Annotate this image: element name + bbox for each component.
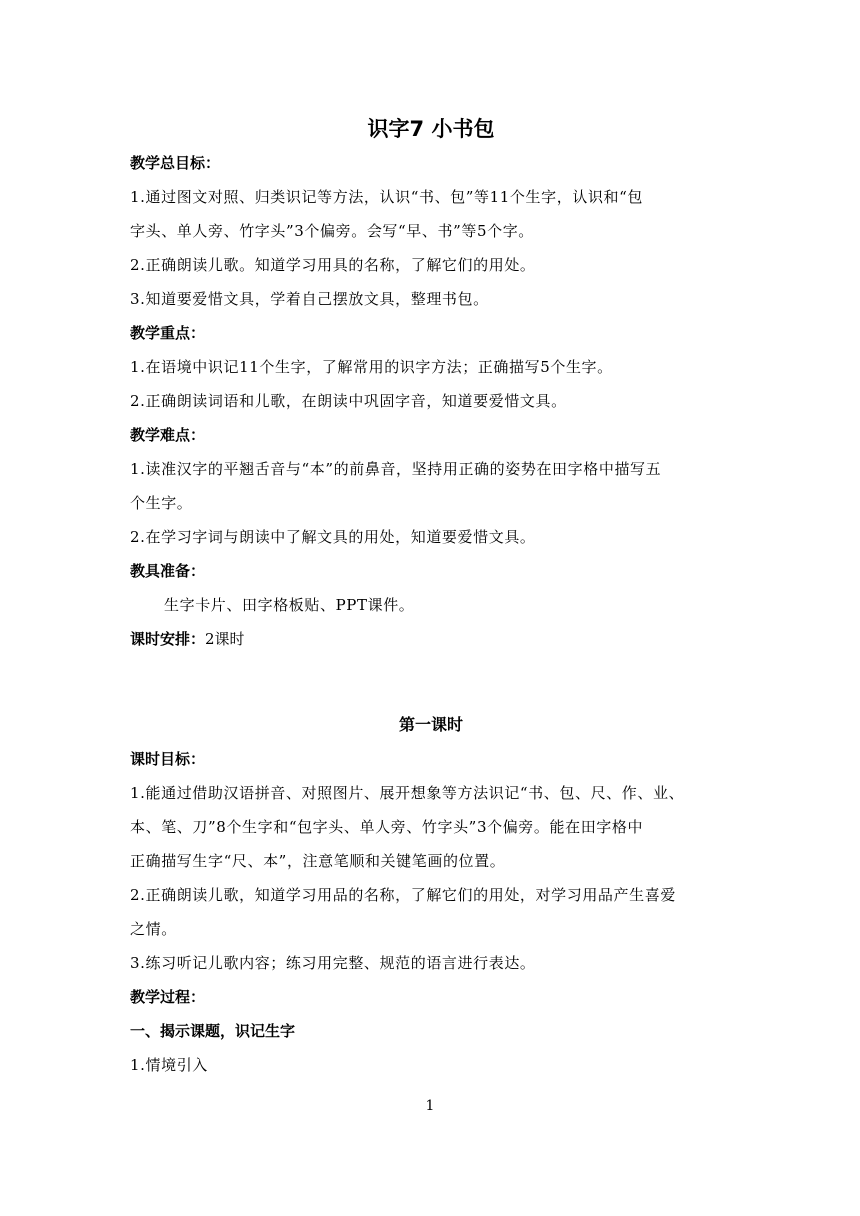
document-content (130, 112, 732, 1082)
goal-line: 1.通过图文对照、归类识记等方法，认识“书、包”等11个生字，认识和“包 (130, 188, 644, 206)
difficult-point-line: 2.在学习字词与朗读中了解文具的用处，知道要爱惜文具。 (130, 528, 536, 546)
lesson-goal-line: 2.正确朗读儿歌，知道学习用品的名称，了解它们的用处，对学习用品产生喜爱 (130, 886, 676, 904)
key-point-line: 2.正确朗读词语和儿歌，在朗读中巩固字音，知道要爱惜文具。 (130, 392, 567, 410)
goal-line: 字头、单人旁、竹字头”3个偏旁。会写“早、书”等5个字。 (130, 222, 534, 240)
key-points-heading: 教学重点： (130, 324, 206, 342)
lesson-title: 第一课时 (398, 715, 463, 734)
page-number: 1 (425, 1098, 435, 1114)
document-title: 识字7 小书包 (367, 117, 495, 141)
lesson-goals-heading: 课时目标： (130, 750, 206, 768)
process-heading: 教学过程： (130, 988, 206, 1006)
section-spacer (130, 656, 732, 708)
difficult-points-heading: 教学难点： (130, 426, 206, 444)
step-subheading: 1.情境引入 (130, 1056, 208, 1074)
goal-line: 2.正确朗读儿歌。知道学习用具的名称，了解它们的用处。 (130, 256, 536, 274)
lesson-goal-line: 本、笔、刀”8个生字和“包字头、单人旁、竹字头”3个偏旁。能在田字格中 (130, 818, 644, 836)
step-heading: 一、揭示课题，识记生字 (130, 1022, 296, 1040)
schedule-row (130, 622, 732, 656)
schedule-text: 2课时 (205, 630, 245, 648)
lesson-goal-line: 1.能通过借助汉语拼音、对照图片、展开想象等方法识记“书、包、尺、作、业、 (130, 784, 685, 802)
goals-heading: 教学总目标： (130, 154, 221, 172)
difficult-point-line: 1.读准汉字的平翘舌音与“本”的前鼻音，坚持用正确的姿势在田字格中描写五 (130, 460, 662, 478)
difficult-point-line: 个生字。 (130, 494, 193, 512)
preparation-text: 生字卡片、田字格板贴、PPT课件。 (164, 596, 415, 614)
lesson-goal-line: 3.练习听记儿歌内容；练习用完整、规范的语言进行表达。 (130, 954, 536, 972)
goal-line: 3.知道要爱惜文具，学着自己摆放文具，整理书包。 (130, 290, 489, 308)
key-point-line: 1.在语境中识记11个生字，了解常用的识字方法；正确描写5个生字。 (130, 358, 613, 376)
lesson-goal-line: 之情。 (130, 920, 177, 938)
schedule-heading: 课时安排： (130, 630, 206, 648)
lesson-goal-line: 正确描写生字“尺、本”，注意笔顺和关键笔画的位置。 (130, 852, 506, 870)
preparation-heading: 教具准备： (130, 562, 206, 580)
